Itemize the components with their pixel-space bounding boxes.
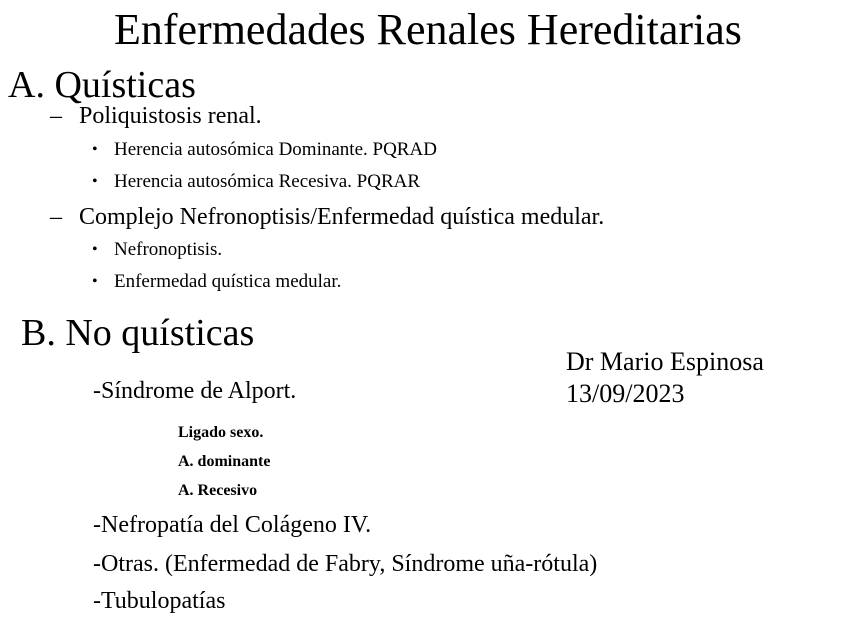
list-subitem: Enfermedad quística medular. [114, 271, 342, 292]
bullet-marker: • [92, 241, 98, 258]
presentation-date: 13/09/2023 [566, 379, 685, 408]
list-item-nefronoptisis-complex: Complejo Nefronoptisis/Enfermedad quística medular. [79, 204, 605, 230]
bullet-marker: • [92, 273, 98, 290]
list-subitem: Ligado sexo. [178, 424, 264, 441]
list-item-alport: -Síndrome de Alport. [93, 378, 297, 404]
list-item: -Nefropatía del Colágeno IV. [93, 512, 372, 538]
list-item: -Tubulopatías [93, 588, 226, 614]
bullet-marker: • [92, 141, 98, 158]
list-subitem: Herencia autosómica Dominante. PQRAD [114, 139, 437, 160]
dash-marker: – [50, 204, 62, 230]
bullet-marker: • [92, 173, 98, 190]
list-subitem: Nefronoptisis. [114, 239, 223, 260]
list-item-poliquistosis: Poliquistosis renal. [79, 103, 262, 129]
section-b-heading: B. No quísticas [21, 312, 255, 354]
list-item: -Otras. (Enfermedad de Fabry, Síndrome uña-rótula) [93, 551, 598, 577]
list-subitem: A. Recesivo [178, 482, 258, 499]
list-subitem: Herencia autosómica Recesiva. PQRAR [114, 171, 421, 192]
list-subitem: A. dominante [178, 453, 271, 470]
author-block [566, 346, 764, 410]
slide-title: Enfermedades Renales Hereditarias [114, 5, 742, 54]
section-a-heading: A. Quísticas [8, 64, 196, 106]
dash-marker: – [50, 103, 62, 129]
author-name: Dr Mario Espinosa [566, 347, 764, 376]
